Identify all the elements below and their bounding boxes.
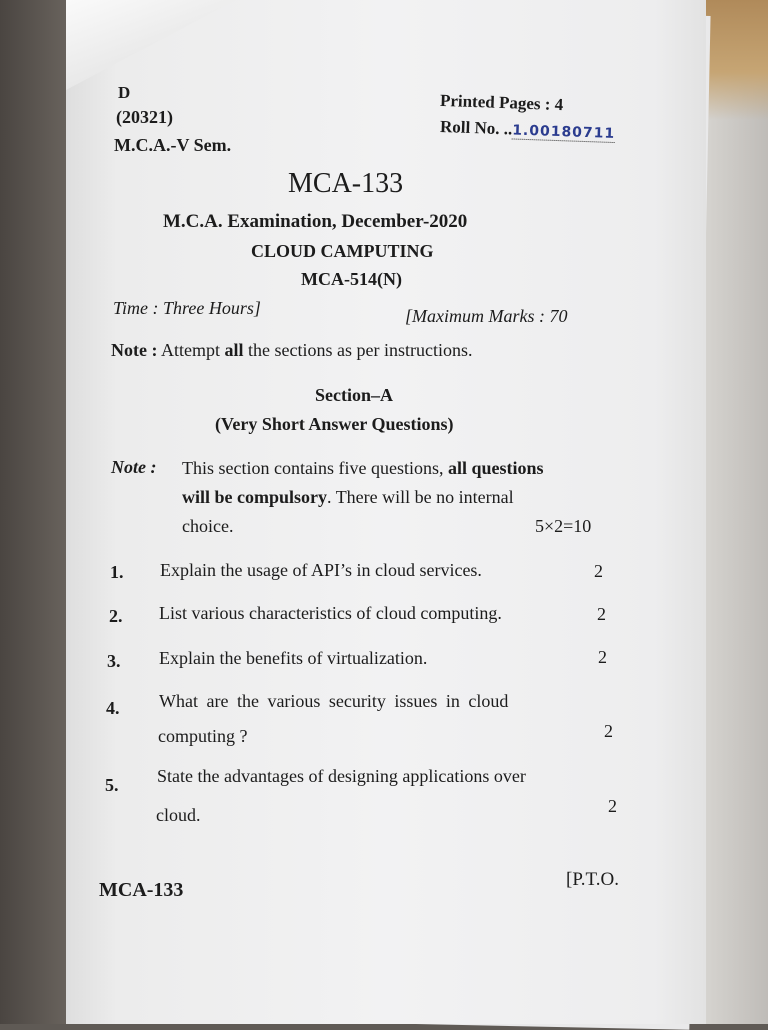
question-number: 1. [110,562,124,582]
section-note-line2-b: . There will be no internal [327,487,514,507]
question-number: 3. [107,651,121,671]
question-number: 2. [109,606,123,626]
question-number: 5. [105,775,119,795]
section-note-line1-a: This section contains five questions, [182,458,448,478]
question-marks: 2 [597,604,606,624]
section-note-line2-bold: will be compulsory [182,487,328,507]
section-note-label: Note : [111,457,157,477]
printed-pages: Printed Pages : 4 [439,90,564,115]
paper-id: (20321) [116,107,173,127]
paper-series-code: D [118,83,131,102]
question-number: 4. [106,698,120,718]
note-label: Note : [111,340,158,360]
question-marks: 2 [598,647,607,667]
question-text: List various characteristics of cloud computing. [159,603,502,623]
subject-title: CLOUD CAMPUTING [251,241,434,261]
question-text-line1: What are the various security issues in cloud [159,691,509,711]
question-text-line2: computing ? [158,726,248,746]
section-note-line1-bold: all questions [447,458,544,478]
background-right [698,0,768,1024]
paper-code-title: MCA-133 [288,168,404,199]
section-subtitle: (Very Short Answer Questions) [215,414,454,434]
note-text-b: the sections as per instructions. [243,340,473,360]
question-text: Explain the usage of API’s in cloud services. [160,560,482,580]
question-marks: 2 [608,796,617,816]
section-note-line1 [182,459,544,477]
question-marks: 2 [594,561,603,581]
question-text-line1: State the advantages of designing applications over [157,766,526,786]
roll-number-label: Roll No. .. [439,116,513,139]
section-note-line2 [182,488,514,506]
maximum-marks: [Maximum Marks : 70 [405,306,568,326]
note-text-bold: all [224,340,244,360]
question-text-line2: cloud. [156,805,201,825]
roll-number-value: 1.00180711 [511,122,616,143]
please-turn-over: [P.T.O. [566,869,619,890]
footer-paper-code: MCA-133 [99,879,184,901]
section-title: Section–A [315,385,393,405]
background-left [0,0,70,1024]
section-note-line3: choice. [182,516,234,536]
course-name: M.C.A.-V Sem. [114,135,232,155]
subject-code: MCA-514(N) [301,269,402,289]
general-note [111,341,472,359]
marks-scheme: 5×2=10 [535,516,592,536]
note-text-a: Attempt [161,340,225,360]
question-marks: 2 [604,721,613,741]
question-text: Explain the benefits of virtualization. [159,648,428,668]
exam-title: M.C.A. Examination, December-2020 [163,211,468,232]
exam-duration: Time : Three Hours] [113,298,261,318]
